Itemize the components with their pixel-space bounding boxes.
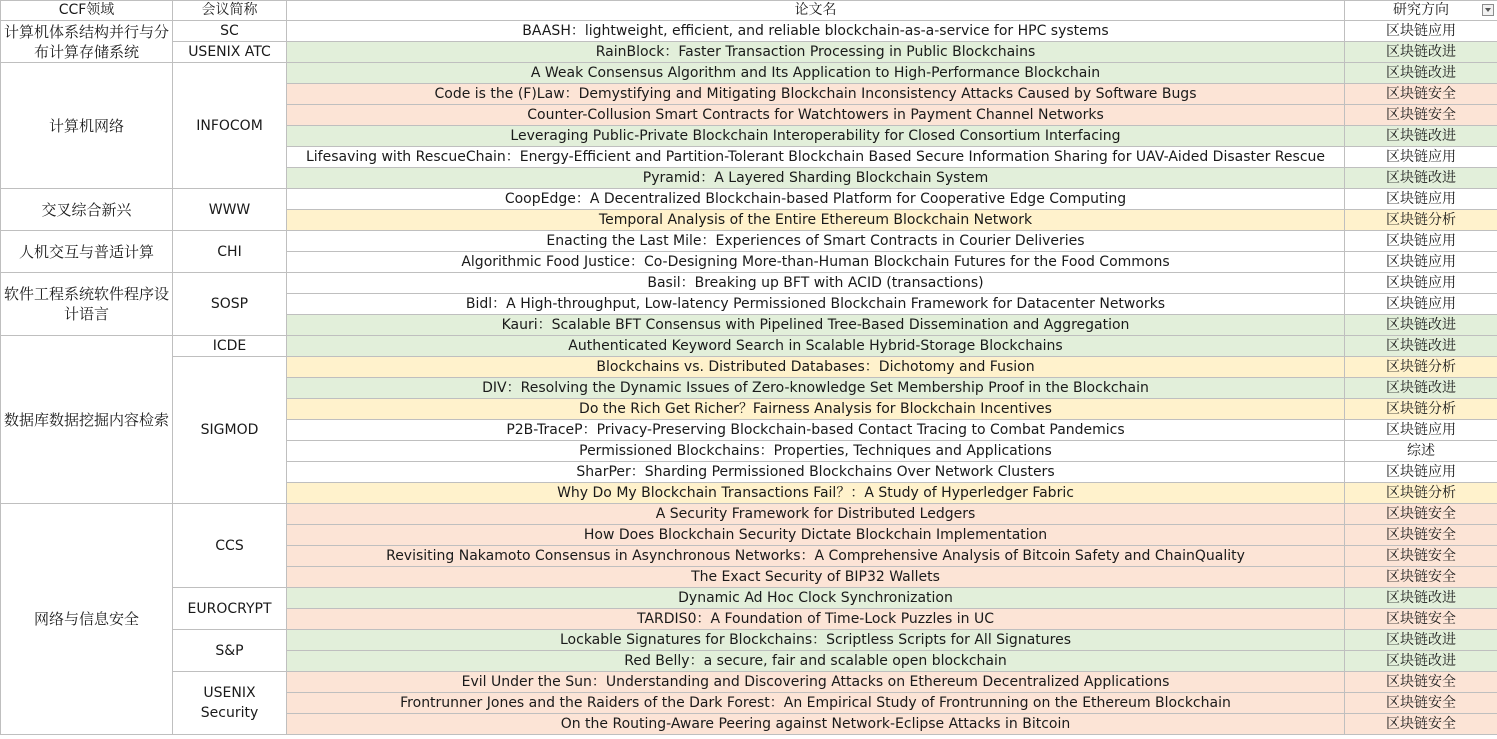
research-direction-cell[interactable]: 区块链应用 xyxy=(1345,21,1497,42)
table-row xyxy=(1,231,1497,252)
filter-dropdown-icon[interactable] xyxy=(1482,4,1494,16)
paper-title-cell[interactable]: Lifesaving with RescueChain：Energy-Efficient and Partition-Tolerant Blockchain Based Secure Information Sharing for UAV-Aided Disaster Rescue xyxy=(287,147,1345,168)
paper-title-cell[interactable]: The Exact Security of BIP32 Wallets xyxy=(287,567,1345,588)
table-row xyxy=(1,672,1497,693)
research-direction-cell[interactable]: 区块链安全 xyxy=(1345,672,1497,693)
research-direction-cell[interactable]: 区块链安全 xyxy=(1345,609,1497,630)
paper-title-cell[interactable]: Algorithmic Food Justice：Co-Designing More-than-Human Blockchain Futures for the Food Commons xyxy=(287,252,1345,273)
table-row xyxy=(1,63,1497,84)
table-row xyxy=(1,42,1497,63)
research-direction-cell[interactable]: 区块链分析 xyxy=(1345,399,1497,420)
table-row xyxy=(1,357,1497,378)
venue-cell[interactable]: EUROCRYPT xyxy=(173,588,287,630)
paper-title-cell[interactable]: Revisiting Nakamoto Consensus in Asynchronous Networks：A Comprehensive Analysis of Bitcoin Safety and ChainQuality xyxy=(287,546,1345,567)
venue-cell[interactable]: INFOCOM xyxy=(173,63,287,189)
paper-title-cell[interactable]: RainBlock：Faster Transaction Processing in Public Blockchains xyxy=(287,42,1345,63)
paper-title-cell[interactable]: Lockable Signatures for Blockchains：Scriptless Scripts for All Signatures xyxy=(287,630,1345,651)
research-direction-cell[interactable]: 区块链改进 xyxy=(1345,588,1497,609)
paper-title-cell[interactable]: Bidl：A High-throughput, Low-latency Permissioned Blockchain Framework for Datacenter Networks xyxy=(287,294,1345,315)
paper-title-cell[interactable]: Do the Rich Get Richer？Fairness Analysis for Blockchain Incentives xyxy=(287,399,1345,420)
venue-cell[interactable]: ICDE xyxy=(173,336,287,357)
venue-cell[interactable]: USENIX Security xyxy=(173,672,287,735)
paper-title-cell[interactable]: Pyramid：A Layered Sharding Blockchain System xyxy=(287,168,1345,189)
research-direction-cell[interactable]: 区块链应用 xyxy=(1345,294,1497,315)
research-direction-cell[interactable]: 区块链改进 xyxy=(1345,378,1497,399)
paper-title-cell[interactable]: Code is the (F)Law：Demystifying and Mitigating Blockchain Inconsistency Attacks Caused by Software Bugs xyxy=(287,84,1345,105)
paper-title-cell[interactable]: Enacting the Last Mile：Experiences of Smart Contracts in Courier Deliveries xyxy=(287,231,1345,252)
research-direction-cell[interactable]: 区块链应用 xyxy=(1345,462,1497,483)
paper-title-cell[interactable]: Authenticated Keyword Search in Scalable Hybrid-Storage Blockchains xyxy=(287,336,1345,357)
research-direction-cell[interactable]: 区块链应用 xyxy=(1345,189,1497,210)
paper-title-cell[interactable]: CoopEdge：A Decentralized Blockchain-based Platform for Cooperative Edge Computing xyxy=(287,189,1345,210)
paper-title-cell[interactable]: DIV：Resolving the Dynamic Issues of Zero-knowledge Set Membership Proof in the Blockchain xyxy=(287,378,1345,399)
paper-title-cell[interactable]: A Weak Consensus Algorithm and Its Application to High-Performance Blockchain xyxy=(287,63,1345,84)
header-venue[interactable]: 会议简称 xyxy=(173,1,287,21)
header-paper-title[interactable]: 论文名 xyxy=(287,1,1345,21)
research-direction-cell[interactable]: 区块链安全 xyxy=(1345,105,1497,126)
header-research-direction-label: 研究方向 xyxy=(1393,2,1449,18)
paper-title-cell[interactable]: Basil：Breaking up BFT with ACID (transactions) xyxy=(287,273,1345,294)
paper-title-cell[interactable]: Red Belly：a secure, fair and scalable open blockchain xyxy=(287,651,1345,672)
research-direction-cell[interactable]: 区块链应用 xyxy=(1345,147,1497,168)
paper-title-cell[interactable]: BAASH：lightweight, efficient, and reliable blockchain-as-a-service for HPC systems xyxy=(287,21,1345,42)
research-direction-cell[interactable]: 区块链分析 xyxy=(1345,210,1497,231)
ccf-area-cell[interactable]: 数据库数据挖掘内容检索 xyxy=(1,336,173,504)
research-direction-cell[interactable]: 区块链改进 xyxy=(1345,651,1497,672)
venue-cell[interactable]: CHI xyxy=(173,231,287,273)
venue-cell[interactable]: SC xyxy=(173,21,287,42)
venue-cell[interactable]: WWW xyxy=(173,189,287,231)
paper-title-cell[interactable]: Counter-Collusion Smart Contracts for Watchtowers in Payment Channel Networks xyxy=(287,105,1345,126)
paper-title-cell[interactable]: Why Do My Blockchain Transactions Fail？：A Study of Hyperledger Fabric xyxy=(287,483,1345,504)
paper-title-cell[interactable]: Blockchains vs. Distributed Databases：Dichotomy and Fusion xyxy=(287,357,1345,378)
paper-title-cell[interactable]: TARDIS0：A Foundation of Time-Lock Puzzles in UC xyxy=(287,609,1345,630)
paper-title-cell[interactable]: Permissioned Blockchains：Properties, Techniques and Applications xyxy=(287,441,1345,462)
paper-title-cell[interactable]: Kauri：Scalable BFT Consensus with Pipelined Tree-Based Dissemination and Aggregation xyxy=(287,315,1345,336)
research-direction-cell[interactable]: 区块链分析 xyxy=(1345,357,1497,378)
research-direction-cell[interactable]: 综述 xyxy=(1345,441,1497,462)
research-direction-cell[interactable]: 区块链安全 xyxy=(1345,84,1497,105)
research-direction-cell[interactable]: 区块链安全 xyxy=(1345,546,1497,567)
ccf-area-cell[interactable]: 网络与信息安全 xyxy=(1,504,173,735)
table-row xyxy=(1,588,1497,609)
venue-cell[interactable]: SIGMOD xyxy=(173,357,287,504)
research-direction-cell[interactable]: 区块链安全 xyxy=(1345,693,1497,714)
table-row xyxy=(1,21,1497,42)
research-direction-cell[interactable]: 区块链安全 xyxy=(1345,567,1497,588)
ccf-area-cell[interactable]: 计算机网络 xyxy=(1,63,173,189)
research-direction-cell[interactable]: 区块链应用 xyxy=(1345,252,1497,273)
paper-title-cell[interactable]: Frontrunner Jones and the Raiders of the Dark Forest：An Empirical Study of Frontrunning on the Ethereum Blockchain xyxy=(287,693,1345,714)
table-row xyxy=(1,336,1497,357)
paper-title-cell[interactable]: SharPer：Sharding Permissioned Blockchains Over Network Clusters xyxy=(287,462,1345,483)
venue-cell[interactable]: S&P xyxy=(173,630,287,672)
research-direction-cell[interactable]: 区块链改进 xyxy=(1345,315,1497,336)
research-direction-cell[interactable]: 区块链安全 xyxy=(1345,714,1497,735)
research-direction-cell[interactable]: 区块链改进 xyxy=(1345,42,1497,63)
table-row xyxy=(1,504,1497,525)
ccf-area-cell[interactable]: 人机交互与普适计算 xyxy=(1,231,173,273)
paper-title-cell[interactable]: On the Routing-Aware Peering against Network-Eclipse Attacks in Bitcoin xyxy=(287,714,1345,735)
ccf-area-cell[interactable]: 软件工程系统软件程序设计语言 xyxy=(1,273,173,336)
research-direction-cell[interactable]: 区块链改进 xyxy=(1345,168,1497,189)
ccf-area-cell[interactable]: 交叉综合新兴 xyxy=(1,189,173,231)
research-direction-cell[interactable]: 区块链安全 xyxy=(1345,525,1497,546)
paper-title-cell[interactable]: Evil Under the Sun：Understanding and Discovering Attacks on Ethereum Decentralized Applications xyxy=(287,672,1345,693)
table-row xyxy=(1,630,1497,651)
paper-title-cell[interactable]: A Security Framework for Distributed Ledgers xyxy=(287,504,1345,525)
research-direction-cell[interactable]: 区块链应用 xyxy=(1345,231,1497,252)
venue-cell[interactable]: SOSP xyxy=(173,273,287,336)
research-direction-cell[interactable]: 区块链应用 xyxy=(1345,420,1497,441)
ccf-area-cell[interactable]: 计算机体系结构并行与分布计算存储系统 xyxy=(1,21,173,63)
paper-title-cell[interactable]: P2B-TraceP：Privacy-Preserving Blockchain-based Contact Tracing to Combat Pandemics xyxy=(287,420,1345,441)
table-row xyxy=(1,273,1497,294)
table-row xyxy=(1,189,1497,210)
paper-title-cell[interactable]: Dynamic Ad Hoc Clock Synchronization xyxy=(287,588,1345,609)
header-research-direction[interactable] xyxy=(1345,1,1497,21)
header-row xyxy=(1,1,1497,21)
header-ccf-area[interactable]: CCF领域 xyxy=(1,1,173,21)
research-direction-cell[interactable]: 区块链应用 xyxy=(1345,273,1497,294)
research-direction-cell[interactable]: 区块链改进 xyxy=(1345,336,1497,357)
research-direction-cell[interactable]: 区块链安全 xyxy=(1345,504,1497,525)
paper-title-cell[interactable]: Leveraging Public-Private Blockchain Interoperability for Closed Consortium Interfacing xyxy=(287,126,1345,147)
research-direction-cell[interactable]: 区块链改进 xyxy=(1345,630,1497,651)
research-direction-cell[interactable]: 区块链改进 xyxy=(1345,126,1497,147)
paper-title-cell[interactable]: How Does Blockchain Security Dictate Blockchain Implementation xyxy=(287,525,1345,546)
research-direction-cell[interactable]: 区块链改进 xyxy=(1345,63,1497,84)
paper-title-cell[interactable]: Temporal Analysis of the Entire Ethereum Blockchain Network xyxy=(287,210,1345,231)
research-direction-cell[interactable]: 区块链分析 xyxy=(1345,483,1497,504)
venue-cell[interactable]: CCS xyxy=(173,504,287,588)
venue-cell[interactable]: USENIX ATC xyxy=(173,42,287,63)
